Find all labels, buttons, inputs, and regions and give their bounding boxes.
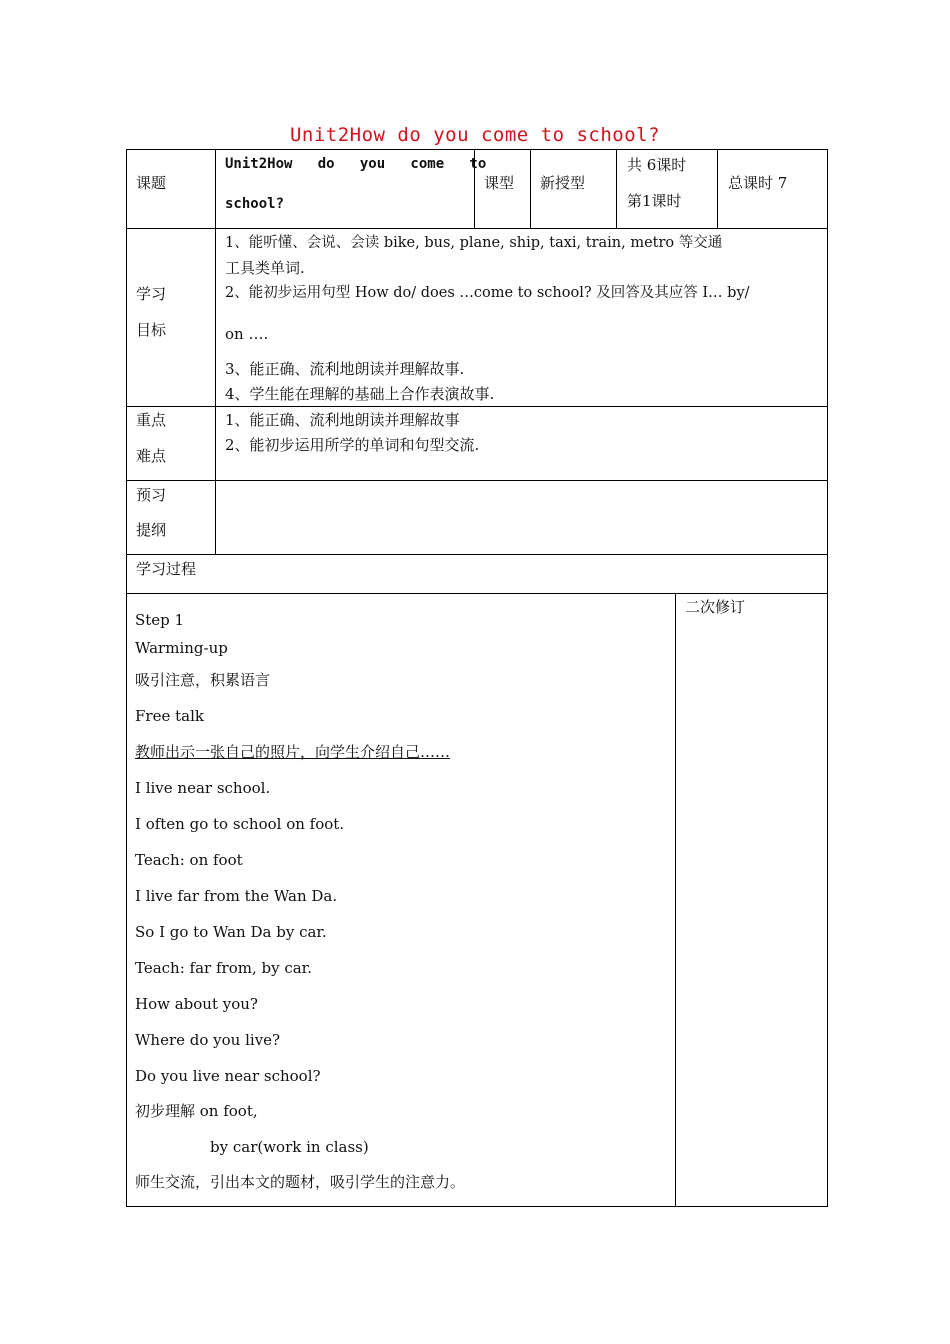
step-line: Teach: far from, by car. <box>135 959 312 977</box>
step-line: Do you live near school? <box>135 1067 321 1085</box>
step-line: How about you? <box>135 995 258 1013</box>
type-value: 新授型 <box>540 174 586 192</box>
step-line: Where do you live? <box>135 1031 281 1049</box>
step-line: 初步理解 on foot, <box>135 1102 258 1120</box>
step-line: 教师出示一张自己的照片，向学生介绍自己…… <box>135 743 451 761</box>
key-points-label-1: 重点 <box>136 411 167 429</box>
row-divider <box>126 406 828 407</box>
preview-label-2: 提纲 <box>136 521 167 539</box>
revision-label: 二次修订 <box>685 598 746 616</box>
row-divider <box>126 554 828 555</box>
process-label: 学习过程 <box>136 560 197 578</box>
topic-line-2: school? <box>225 196 285 212</box>
lessons-total: 共 6课时 <box>627 156 687 174</box>
step-line: I live far from the Wan Da. <box>135 887 338 905</box>
key-points-label-2: 难点 <box>136 447 167 465</box>
column-divider <box>675 593 676 1206</box>
objective-line: 工具类单词. <box>225 259 305 277</box>
step-line: Free talk <box>135 707 204 725</box>
key-point-line: 1、能正确、流利地朗读并理解故事 <box>225 411 460 429</box>
type-label: 课型 <box>484 174 515 192</box>
row-divider <box>126 228 828 229</box>
step-line: Teach: on foot <box>135 851 243 869</box>
column-divider <box>215 149 216 554</box>
table-border-top <box>126 149 828 150</box>
topic-label: 课题 <box>136 174 167 192</box>
step-line: Step 1 <box>135 611 185 629</box>
objectives-label-2: 目标 <box>136 321 167 339</box>
table-border-right <box>827 149 828 1207</box>
page-title: Unit2How do you come to school? <box>289 124 661 146</box>
key-point-line: 2、能初步运用所学的单词和句型交流. <box>225 436 480 454</box>
objective-line: on …. <box>225 325 269 343</box>
row-divider <box>126 593 828 594</box>
step-line: I live near school. <box>135 779 271 797</box>
step-line: 吸引注意，积累语言 <box>135 671 271 689</box>
row-divider <box>126 480 828 481</box>
column-divider <box>717 149 718 228</box>
objective-line: 1、能听懂、会说、会读 bike, bus, plane, ship, taxi, train, metro 等交通 <box>225 235 723 251</box>
objectives-label-1: 学习 <box>136 285 167 303</box>
table-border-bottom <box>126 1206 828 1207</box>
total-lessons: 总课时 7 <box>728 174 788 192</box>
step-line: by car(work in class) <box>210 1138 369 1156</box>
lesson-current: 第1课时 <box>627 192 682 210</box>
step-line: 师生交流，引出本文的题材，吸引学生的注意力。 <box>135 1173 466 1191</box>
step-line: Warming-up <box>135 639 228 657</box>
objective-line: 2、能初步运用句型 How do/ does …come to school? 及回答及其应答 I… by/ <box>225 285 750 301</box>
column-divider <box>530 149 531 228</box>
step-line: So I go to Wan Da by car. <box>135 923 327 941</box>
objective-line: 3、能正确、流利地朗读并理解故事. <box>225 360 465 378</box>
topic-line-1: Unit2How do you come to <box>225 156 487 172</box>
step-line: I often go to school on foot. <box>135 815 345 833</box>
objective-line: 4、学生能在理解的基础上合作表演故事. <box>225 385 495 403</box>
table-border-left <box>126 149 127 1207</box>
preview-label-1: 预习 <box>136 486 167 504</box>
column-divider <box>616 149 617 228</box>
